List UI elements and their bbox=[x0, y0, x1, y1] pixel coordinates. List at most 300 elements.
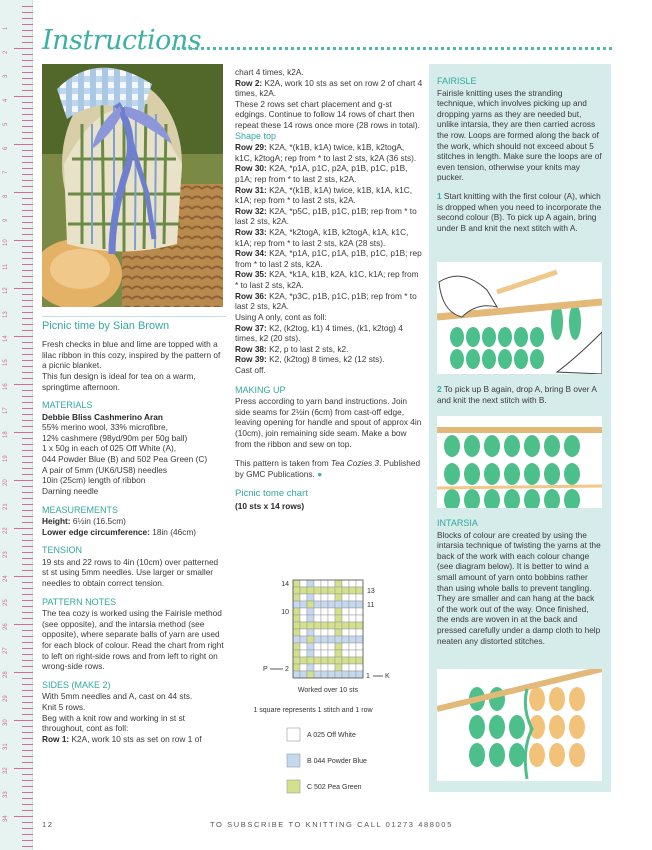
ruler-tick bbox=[22, 180, 33, 181]
chart-cell bbox=[335, 622, 342, 629]
chart-cell bbox=[307, 622, 314, 629]
chart-cell bbox=[356, 650, 363, 657]
chart-cell bbox=[335, 615, 342, 622]
chart-cell bbox=[307, 587, 314, 594]
ruler-tick bbox=[22, 366, 33, 367]
ruler-tick bbox=[22, 138, 33, 139]
intarsia-text: Blocks of colour are created by using the intarsia technique of twisting the yarns at the back of the work with each colour change (see diagram below). It is better to wind a small amount of yarn onto bobbins rather than using whole balls to prevent tangling. They are smaller and can hang at the back of the work out of the way. Once finished, the ends are woven in at the back and pressed carefully under a damp cloth to help neaten any distorted stitches. bbox=[437, 529, 601, 646]
chart-cell bbox=[300, 587, 307, 594]
fairisle-text: Fairisle knitting uses the stranding technique, which involves picking up and dropping yarns as they are needed but, unlike intarsia, they are then carried across the row. Loops are formed along the back of the work, which should not exceed about 5 stitches in length. Make sure the loops are of even tension, otherwise your knits may pucker. bbox=[437, 87, 602, 183]
chart-cell bbox=[321, 615, 328, 622]
ruler-tick bbox=[22, 546, 33, 547]
making-up-text: Press according to yarn band instructions. Join side seams for 2½in (6cm) from cast-off edge, leaving opening for handle and spout of approx 4in (10cm), join remaining side seam. Make a bow from the ribbon and sew on top. bbox=[235, 396, 422, 449]
chart-cell bbox=[293, 622, 300, 629]
notes-text: The tea cozy is worked using the Fairisle method (see opposite), and the intarsia method (see opposite), where separate balls of yarn are used for each block of colour. Read the chart from right to left on right-side rows and from left to right on wrong-side rows. bbox=[42, 608, 224, 672]
chart-cell bbox=[349, 594, 356, 601]
ruler-tick bbox=[22, 390, 33, 391]
ruler-tick bbox=[22, 540, 33, 541]
ruler-tick bbox=[22, 156, 33, 157]
ruler-tick bbox=[22, 618, 33, 619]
chart-cell bbox=[328, 657, 335, 664]
chart-cell bbox=[307, 636, 314, 643]
chart-cell bbox=[349, 650, 356, 657]
chart-cell bbox=[321, 650, 328, 657]
chart-cell bbox=[335, 594, 342, 601]
row-instruction: Row 34: K2A, *p1A, p1C, p1A, p1B, p1C, p1B; rep from * to last 2 sts, k2A. bbox=[235, 248, 422, 269]
ruler-tick bbox=[22, 378, 33, 379]
chart-subheading: (10 sts x 14 rows) bbox=[235, 500, 305, 511]
chart-cell bbox=[293, 671, 300, 678]
sides-line: With 5mm needles and A, cast on 44 sts. bbox=[42, 691, 193, 702]
placement-note: These 2 rows set chart placement and g-st edgings. Continue to follow 14 rows of chart then repeat these 14 rows once more (28 rows in total). bbox=[235, 98, 420, 131]
chart-cell bbox=[293, 587, 300, 594]
ruler-number: 16 bbox=[3, 383, 9, 390]
ruler-tick bbox=[22, 216, 33, 217]
chart-cell bbox=[314, 629, 321, 636]
chart-cell bbox=[342, 643, 349, 650]
intro-text-2: This fun design is ideal for tea on a warm, springtime afternoon. bbox=[42, 370, 196, 392]
chart-cell bbox=[314, 650, 321, 657]
legend-label: B 044 Powder Blue bbox=[307, 758, 367, 765]
row-instruction: Row 39: K2, (k2tog) 8 times, k2 (12 sts). bbox=[235, 354, 385, 365]
chart-row-label: 11 bbox=[367, 602, 375, 609]
chart-cell bbox=[328, 650, 335, 657]
ruler-tick bbox=[22, 684, 33, 685]
ruler-number: 20 bbox=[3, 479, 9, 486]
shape-top-heading: Shape top bbox=[235, 130, 277, 141]
chart-cell bbox=[300, 643, 307, 650]
ruler-tick bbox=[22, 162, 33, 163]
ruler-number: 26 bbox=[3, 623, 9, 630]
materials-item: A pair of 5mm (UK6/US8) needles bbox=[42, 464, 167, 475]
chart-cell bbox=[300, 608, 307, 615]
ruler-tick bbox=[22, 666, 33, 667]
ruler-tick bbox=[22, 324, 33, 325]
measurements-heading: MEASUREMENTS bbox=[42, 504, 119, 515]
ruler-tick bbox=[14, 672, 33, 673]
page-number: 12 bbox=[42, 820, 54, 829]
chart-cell bbox=[356, 594, 363, 601]
chart-cell bbox=[342, 587, 349, 594]
ruler-tick bbox=[22, 654, 33, 655]
ruler-tick bbox=[22, 300, 33, 301]
chart-cell bbox=[356, 629, 363, 636]
ruler-tick bbox=[22, 774, 33, 775]
ruler-tick bbox=[22, 510, 33, 511]
chart-cell bbox=[321, 664, 328, 671]
chart-cell bbox=[342, 664, 349, 671]
chart-cell bbox=[307, 657, 314, 664]
ruler-number: 5 bbox=[3, 122, 9, 126]
ruler-number: 30 bbox=[3, 719, 9, 726]
intro-text: Fresh checks in blue and lime are topped with a lilac ribbon in this cozy, inspired by the pattern of a picnic blanket. bbox=[42, 339, 221, 371]
ruler-tick bbox=[22, 636, 33, 637]
chart-cell bbox=[307, 580, 314, 587]
intarsia-heading: INTARSIA bbox=[437, 518, 478, 528]
ruler-tick bbox=[22, 84, 33, 85]
ruler-tick bbox=[22, 696, 33, 697]
ruler-tick bbox=[22, 246, 33, 247]
ruler-tick bbox=[22, 102, 33, 103]
chart-cell bbox=[328, 664, 335, 671]
height-line: Height: 6½in (16.5cm) bbox=[42, 516, 126, 527]
ruler-tick bbox=[22, 486, 33, 487]
ruler-tick bbox=[22, 114, 33, 115]
chart-cell bbox=[349, 643, 356, 650]
row-instruction: Row 37: K2, (k2tog, k1) 4 times, (k1, k2tog) 4 times, k2 (20 sts). bbox=[235, 322, 403, 344]
ruler-tick bbox=[22, 282, 33, 283]
ruler-tick bbox=[22, 120, 33, 121]
ruler-tick bbox=[22, 312, 33, 313]
chart-cell bbox=[328, 636, 335, 643]
chart-cell bbox=[349, 608, 356, 615]
chart-cell bbox=[335, 587, 342, 594]
chart-cell bbox=[321, 594, 328, 601]
cast-off: Cast off. bbox=[235, 364, 266, 375]
materials-list bbox=[42, 422, 226, 496]
ruler-tick bbox=[22, 126, 33, 127]
ruler-number: 33 bbox=[3, 791, 9, 798]
chart-cell bbox=[314, 580, 321, 587]
ruler-number: 31 bbox=[3, 743, 9, 750]
making-up-heading: MAKING UP bbox=[235, 384, 286, 395]
row-instruction: Row 1: K2A, work 10 sts as set on row 1 of bbox=[42, 733, 202, 744]
tea-cozy-photo bbox=[42, 64, 223, 307]
chart-cell bbox=[307, 629, 314, 636]
chart-cell bbox=[342, 671, 349, 678]
chart-cell bbox=[314, 587, 321, 594]
page-title: Instructions bbox=[42, 25, 202, 56]
ruler-tick bbox=[22, 744, 33, 745]
ruler-tick bbox=[22, 810, 33, 811]
chart-cell bbox=[293, 615, 300, 622]
chart-cell bbox=[335, 636, 342, 643]
ruler-number: 3 bbox=[3, 74, 9, 78]
ruler-tick bbox=[22, 360, 33, 361]
sides-line: Knit 5 rows. bbox=[42, 701, 86, 712]
chart-cell bbox=[342, 629, 349, 636]
ruler-tick bbox=[22, 564, 33, 565]
ruler-tick bbox=[22, 264, 33, 265]
row-instruction: Row 29: K2A, *(k1B, k1A) twice, k1B, k2togA, k1C, k2togA; rep from * to last 2 sts, k2A (36 sts). bbox=[235, 142, 417, 163]
chart-cell bbox=[349, 657, 356, 664]
chart-cell bbox=[342, 601, 349, 608]
ruler-number: 10 bbox=[3, 239, 9, 246]
chart-cell bbox=[293, 650, 300, 657]
row-instruction: Row 30: K2A, *p1A, p1C, p2A, p1B, p1C, p1B, p1A; rep from * to last 2 sts, k2A. bbox=[235, 163, 408, 184]
ruler-number: 11 bbox=[3, 263, 9, 270]
chart-cell bbox=[293, 643, 300, 650]
chart-cell bbox=[328, 587, 335, 594]
chart-cell bbox=[300, 601, 307, 608]
chart-cell bbox=[328, 629, 335, 636]
chart-cell bbox=[356, 671, 363, 678]
chart-cell bbox=[342, 594, 349, 601]
chart-cell bbox=[356, 657, 363, 664]
ruler-tick bbox=[22, 204, 33, 205]
legend-swatch bbox=[287, 754, 300, 767]
chart-cell bbox=[356, 664, 363, 671]
chart-cell bbox=[293, 636, 300, 643]
picnic-chart bbox=[235, 575, 425, 805]
ruler-tick bbox=[22, 210, 33, 211]
ruler-tick bbox=[22, 174, 33, 175]
chart-row-label: 10 bbox=[281, 609, 289, 616]
ruler-tick bbox=[22, 30, 33, 31]
ruler-tick bbox=[22, 330, 33, 331]
ruler-tick bbox=[22, 234, 33, 235]
materials-item: 1 x 50g in each of 025 Off White (A), bbox=[42, 443, 177, 454]
ruler-number: 7 bbox=[3, 170, 9, 174]
ruler-tick bbox=[22, 186, 33, 187]
row-instruction: Row 32: K2A, *p5C, p1B, p1C, p1B; rep from * to last 2 sts, k2A. bbox=[235, 205, 417, 227]
chart-cell bbox=[356, 643, 363, 650]
ruler-tick bbox=[14, 240, 33, 241]
ruler-tick bbox=[22, 822, 33, 823]
ruler-tick bbox=[14, 144, 33, 145]
chart-cell bbox=[328, 671, 335, 678]
fairisle-heading: FAIRISLE bbox=[437, 76, 477, 86]
materials-item: 55% merino wool, 33% microfibre, bbox=[42, 422, 168, 433]
ruler-tick bbox=[22, 594, 33, 595]
ruler-tick bbox=[14, 96, 33, 97]
ruler-tick bbox=[22, 522, 33, 523]
ruler-tick bbox=[22, 66, 33, 67]
ruler-tick bbox=[22, 258, 33, 259]
chart-cell bbox=[335, 671, 342, 678]
chart-cell bbox=[349, 664, 356, 671]
ruler-tick bbox=[22, 456, 33, 457]
ruler-number: 8 bbox=[3, 194, 9, 198]
row-instruction: Row 2: K2A, work 10 sts as set on row 2 of chart 4 times, k2A. bbox=[235, 77, 423, 99]
ruler-tick bbox=[22, 270, 33, 271]
materials-item: 044 Powder Blue (B) and 502 Pea Green (C) bbox=[42, 454, 208, 465]
chart-cell bbox=[328, 622, 335, 629]
end-dot-icon: ● bbox=[317, 468, 323, 479]
ruler-number: 22 bbox=[3, 527, 9, 534]
chart-row-label: 1 bbox=[366, 673, 370, 680]
ruler-number: 17 bbox=[3, 407, 9, 414]
chart-row-label: 2 bbox=[285, 666, 289, 673]
chart-cell bbox=[314, 622, 321, 629]
chart-row-label: 14 bbox=[281, 581, 289, 588]
chart-cell bbox=[293, 601, 300, 608]
ruler-tick bbox=[22, 294, 33, 295]
ruler-number: 24 bbox=[3, 575, 9, 582]
ruler-tick bbox=[14, 288, 33, 289]
ruler-number: 32 bbox=[3, 767, 9, 774]
ruler-tick bbox=[22, 36, 33, 37]
chart-cell bbox=[328, 594, 335, 601]
ruler-tick bbox=[22, 630, 33, 631]
ruler-tick bbox=[22, 846, 33, 847]
chart-cell bbox=[349, 636, 356, 643]
using-note: Using A only, cont as foll: bbox=[235, 311, 327, 322]
chart-cell bbox=[349, 580, 356, 587]
chart-cell bbox=[356, 622, 363, 629]
ruler-number: 19 bbox=[3, 455, 9, 462]
row-instruction: Row 31: K2A, *(k1B, k1A) twice, k1B, k1A, k1C, k1A; rep from * to last 2 sts, k2A. bbox=[235, 184, 413, 206]
ruler-number: 27 bbox=[3, 647, 9, 654]
chart-cell bbox=[321, 636, 328, 643]
ruler-number: 25 bbox=[3, 599, 9, 606]
title-divider bbox=[172, 47, 612, 50]
chart-cell bbox=[314, 594, 321, 601]
chart-cell bbox=[328, 601, 335, 608]
chart-cell bbox=[314, 643, 321, 650]
row-instruction: chart 4 times, k2A. bbox=[235, 67, 304, 77]
ruler-tick bbox=[22, 570, 33, 571]
ruler-number: 28 bbox=[3, 671, 9, 678]
ruler-number: 13 bbox=[3, 311, 9, 318]
chart-cell bbox=[342, 622, 349, 629]
chart-row-label: 13 bbox=[367, 588, 375, 595]
chart-cell bbox=[356, 636, 363, 643]
chart-cell bbox=[349, 587, 356, 594]
chart-cell bbox=[307, 601, 314, 608]
chart-cell bbox=[321, 608, 328, 615]
chart-cell bbox=[300, 629, 307, 636]
intro-title: Picnic time by Sian Brown bbox=[42, 316, 226, 333]
ruler-tick bbox=[22, 150, 33, 151]
ruler-tick bbox=[14, 624, 33, 625]
legend-swatch bbox=[287, 728, 300, 741]
ruler-number: 9 bbox=[3, 218, 9, 222]
circumference-line: Lower edge circumference: 18in (46cm) bbox=[42, 526, 197, 537]
ruler-tick bbox=[22, 708, 33, 709]
chart-cell bbox=[328, 580, 335, 587]
chart-cell bbox=[321, 601, 328, 608]
ruler-tick bbox=[22, 222, 33, 223]
ruler-tick bbox=[22, 108, 33, 109]
ruler-tick bbox=[22, 354, 33, 355]
ruler-tick bbox=[22, 438, 33, 439]
ruler-tick bbox=[22, 786, 33, 787]
ruler-tick bbox=[22, 612, 33, 613]
chart-cell bbox=[342, 636, 349, 643]
ruler-tick bbox=[22, 834, 33, 835]
chart-cell bbox=[321, 671, 328, 678]
ruler-number: 14 bbox=[3, 335, 9, 342]
ruler-number: 34 bbox=[3, 815, 9, 822]
chart-cell bbox=[328, 608, 335, 615]
chart-cell bbox=[300, 650, 307, 657]
ruler-tick bbox=[22, 804, 33, 805]
intarsia-diagram bbox=[437, 669, 602, 781]
chart-cell bbox=[300, 657, 307, 664]
chart-cell bbox=[293, 594, 300, 601]
chart-cell bbox=[314, 657, 321, 664]
ruler-tick bbox=[22, 78, 33, 79]
ruler-tick bbox=[14, 816, 33, 817]
ruler bbox=[0, 0, 33, 850]
chart-cell bbox=[321, 587, 328, 594]
ruler-tick bbox=[22, 348, 33, 349]
legend-label: C 502 Pea Green bbox=[307, 784, 362, 791]
fairisle-step-1: 1 Start knitting with the first colour (A), which is dropped when you need to incorporate the second colour (B). To pick up A again, bring under B and knit the next stitch with A. bbox=[437, 191, 602, 233]
chart-cell bbox=[300, 594, 307, 601]
ruler-tick bbox=[14, 576, 33, 577]
fairisle-diagram-2 bbox=[437, 416, 602, 508]
chart-cell bbox=[307, 608, 314, 615]
ruler-tick bbox=[22, 318, 33, 319]
chart-arrow-label: K bbox=[385, 673, 390, 680]
ruler-number: 23 bbox=[3, 551, 9, 558]
ruler-number: 21 bbox=[3, 503, 9, 510]
ruler-tick bbox=[22, 72, 33, 73]
ruler-number: 4 bbox=[3, 98, 9, 102]
chart-cell bbox=[342, 650, 349, 657]
chart-cell bbox=[300, 636, 307, 643]
chart-cell bbox=[321, 580, 328, 587]
ruler-tick bbox=[22, 750, 33, 751]
ruler-tick bbox=[22, 588, 33, 589]
ruler-tick bbox=[22, 798, 33, 799]
ruler-tick bbox=[22, 342, 33, 343]
row-instruction: Row 38: K2, p to last 2 sts, k2. bbox=[235, 343, 349, 354]
chart-cell bbox=[342, 615, 349, 622]
chart-cell bbox=[314, 601, 321, 608]
chart-cell bbox=[314, 608, 321, 615]
ruler-tick bbox=[22, 168, 33, 169]
ruler-tick bbox=[22, 132, 33, 133]
ruler-tick bbox=[22, 726, 33, 727]
ruler-tick bbox=[14, 48, 33, 49]
footer-text: TO SUBSCRIBE TO KNITTING CALL 01273 488005 bbox=[210, 820, 453, 829]
chart-cell bbox=[335, 608, 342, 615]
chart-cell bbox=[356, 615, 363, 622]
ruler-tick bbox=[22, 678, 33, 679]
chart-cell bbox=[314, 615, 321, 622]
ruler-tick bbox=[22, 504, 33, 505]
ruler-tick bbox=[22, 396, 33, 397]
ruler-tick bbox=[22, 42, 33, 43]
chart-cell bbox=[335, 601, 342, 608]
shape-rows bbox=[235, 142, 423, 312]
legend-swatch bbox=[287, 780, 300, 793]
row-instruction: Row 35: K2A, *k1A, k1B, k2A, k1C, k1A; rep from * to last 2 sts, k2A. bbox=[235, 269, 419, 291]
ruler-tick bbox=[22, 642, 33, 643]
chart-cell bbox=[342, 608, 349, 615]
chart-cell bbox=[307, 650, 314, 657]
ruler-number: 18 bbox=[3, 431, 9, 438]
legend-label: A 025 Off White bbox=[307, 732, 356, 739]
ruler-number: 12 bbox=[3, 287, 9, 294]
chart-cell bbox=[356, 587, 363, 594]
chart-cell bbox=[335, 657, 342, 664]
ruler-tick bbox=[22, 24, 33, 25]
chart-cell bbox=[300, 664, 307, 671]
chart-cell bbox=[335, 629, 342, 636]
ruler-tick bbox=[22, 780, 33, 781]
ruler-tick bbox=[22, 660, 33, 661]
tension-heading: TENSION bbox=[42, 545, 83, 556]
chart-cell bbox=[321, 622, 328, 629]
chart-cell bbox=[300, 580, 307, 587]
yarn-name: Debbie Bliss Cashmerino Aran bbox=[42, 411, 163, 422]
ruler-tick bbox=[22, 840, 33, 841]
chart-cell bbox=[293, 657, 300, 664]
chart-cell bbox=[307, 643, 314, 650]
ruler-tick bbox=[22, 252, 33, 253]
ruler-tick bbox=[22, 228, 33, 229]
ruler-tick bbox=[14, 432, 33, 433]
ruler-tick bbox=[14, 720, 33, 721]
chart-cell bbox=[321, 657, 328, 664]
chart-cell bbox=[307, 615, 314, 622]
ruler-tick bbox=[22, 408, 33, 409]
chart-cell bbox=[314, 664, 321, 671]
